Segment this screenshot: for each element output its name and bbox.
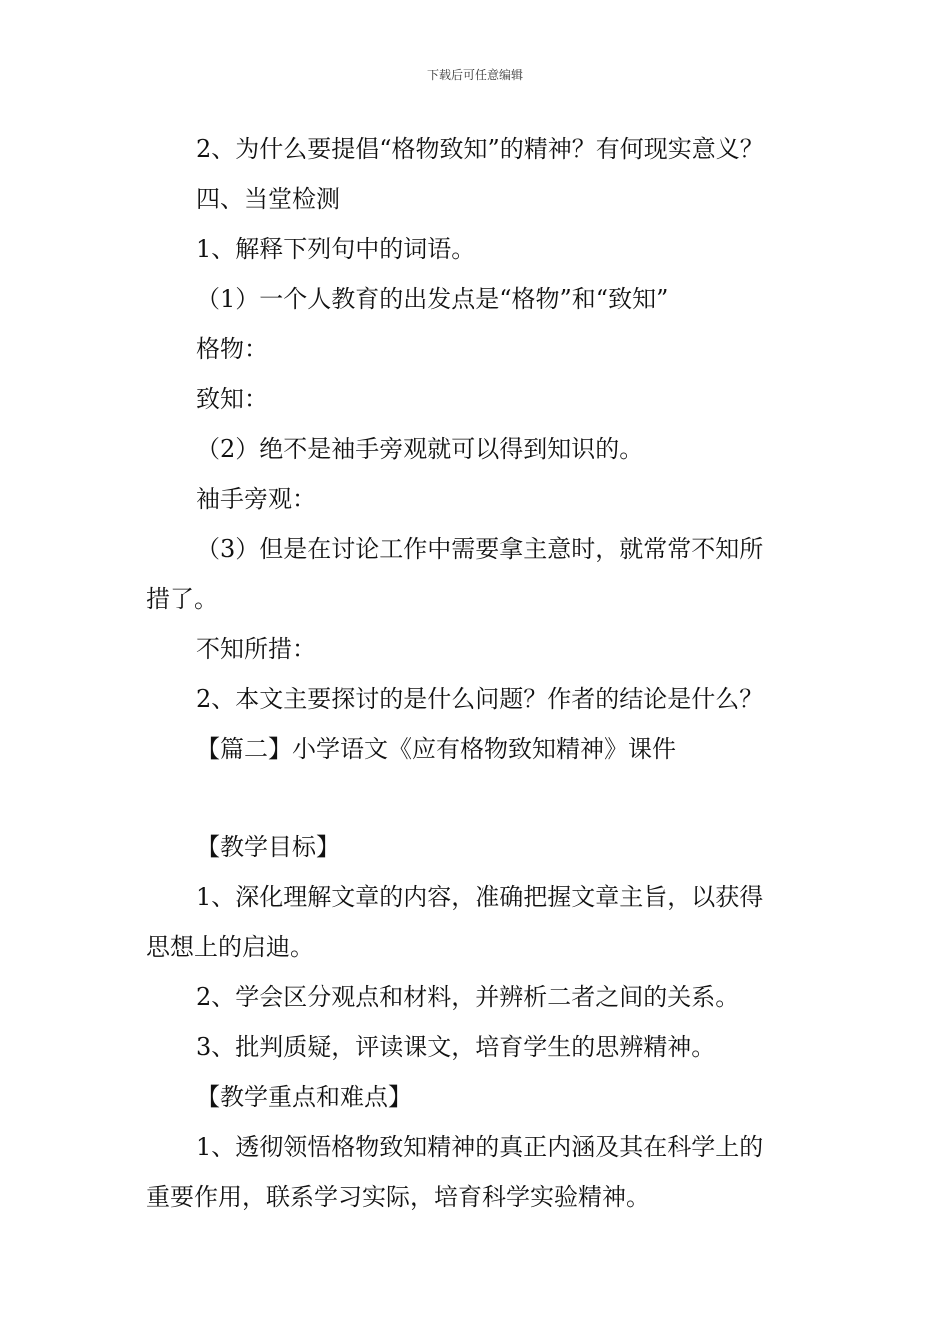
text-line: 3、批判质疑，评读课文，培育学生的思辨精神。 <box>196 1033 716 1061</box>
text-line: 2、学会区分观点和材料，并辨析二者之间的关系。 <box>196 983 740 1011</box>
text-line: 2、为什么要提倡“格物致知”的精神？有何现实意义？ <box>196 135 764 163</box>
page-header: 下载后可任意编辑 <box>426 68 523 82</box>
text-line: 袖手旁观： <box>196 485 316 513</box>
text-line: 2、本文主要探讨的是什么问题？作者的结论是什么？ <box>196 685 764 713</box>
text-line: 不知所措： <box>196 635 316 663</box>
text-line: 思想上的启迪。 <box>146 933 314 961</box>
text-line: 1、解释下列句中的词语。 <box>196 235 476 263</box>
text-line: 1、深化理解文章的内容，准确把握文章主旨，以获得 <box>196 883 764 911</box>
text-line: 1、透彻领悟格物致知精神的真正内涵及其在科学上的 <box>196 1133 764 1161</box>
text-line: 措了。 <box>146 585 218 613</box>
section-heading: 【教学重点和难点】 <box>196 1083 412 1111</box>
text-line: 致知： <box>196 385 268 413</box>
section-heading: 【教学目标】 <box>196 833 340 861</box>
text-line: 重要作用，联系学习实际，培育科学实验精神。 <box>146 1183 650 1211</box>
section-heading: 【篇二】小学语文《应有格物致知精神》课件 <box>196 735 676 763</box>
section-heading: 四、当堂检测 <box>196 185 340 213</box>
text-line: （2）绝不是袖手旁观就可以得到知识的。 <box>196 435 644 463</box>
text-line: （3）但是在讨论工作中需要拿主意时，就常常不知所 <box>196 535 764 563</box>
text-line: 格物： <box>196 335 268 363</box>
text-line: （1）一个人教育的出发点是“格物”和“致知” <box>196 285 669 313</box>
